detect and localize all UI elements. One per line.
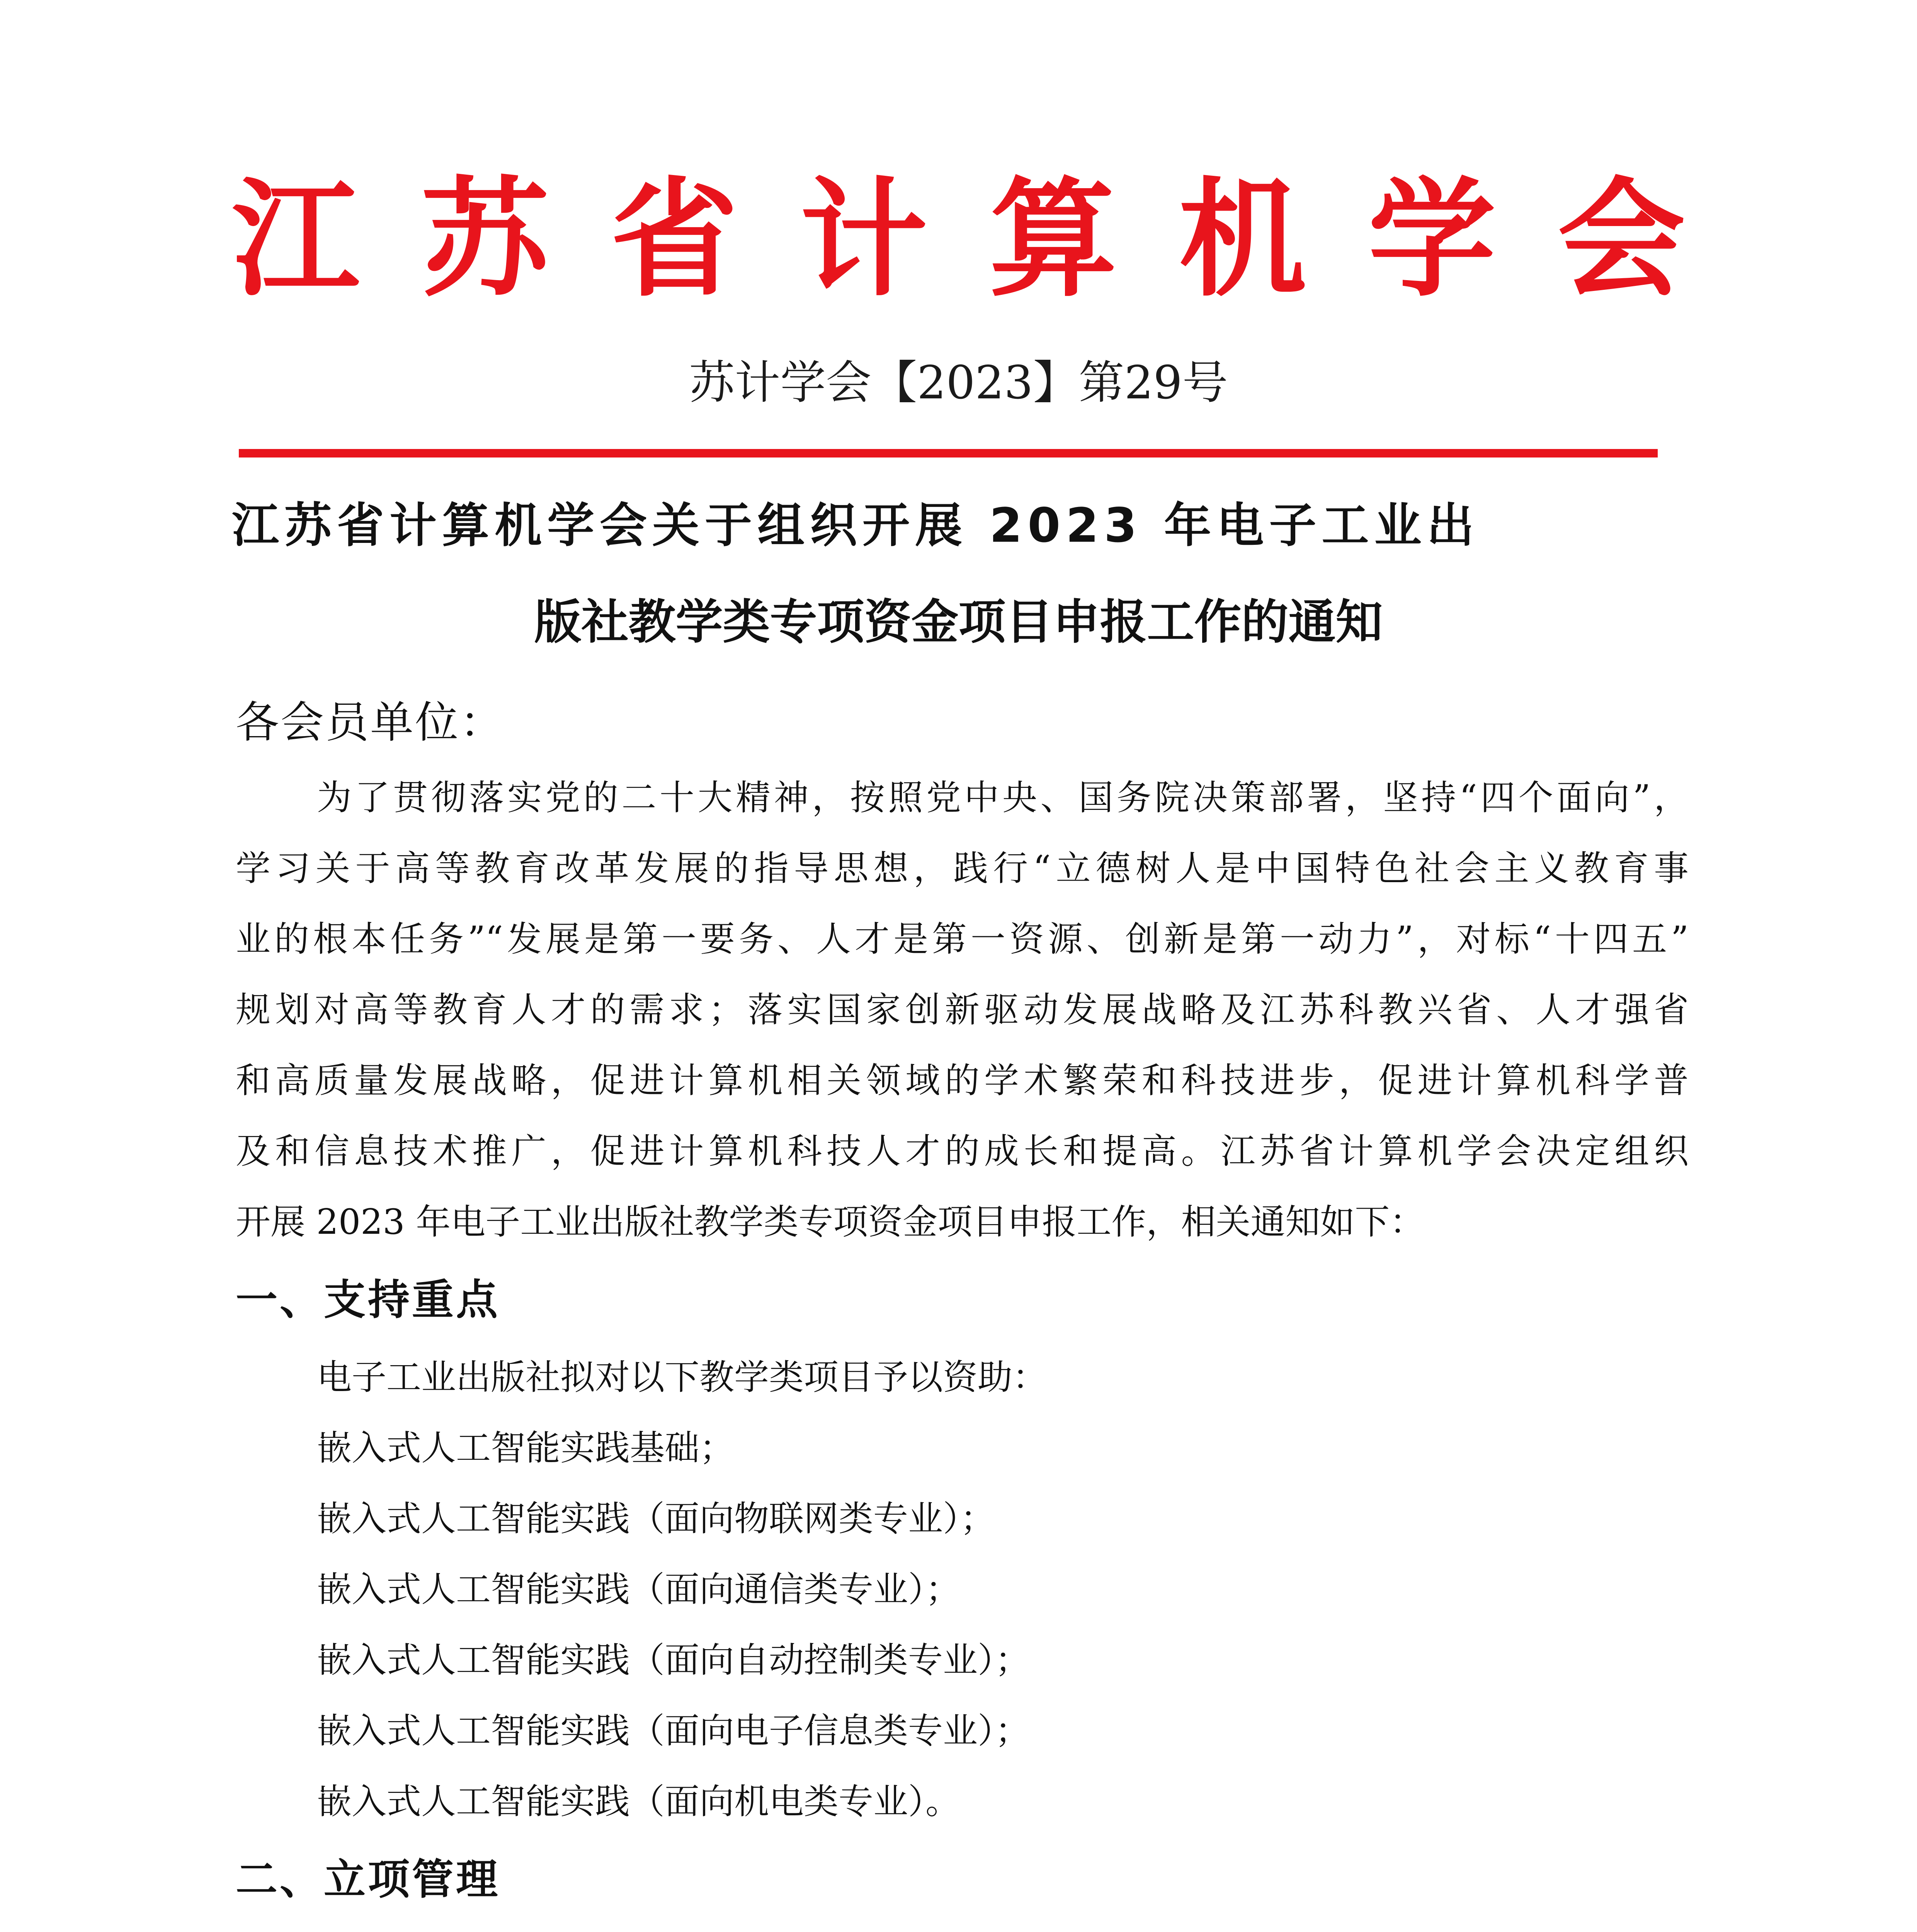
intro-paragraph-line: 学习关于高等教育改革发展的指导思想，践行“立德树人是中国特色社会主义教育事	[236, 848, 1689, 889]
letterhead-char: 会	[1557, 165, 1685, 314]
support-intro-line: 电子工业出版社拟对以下教学类项目予以资助：	[317, 1357, 1047, 1398]
intro-paragraph-line: 及和信息技术推广，促进计算机科技人才的成长和提高。江苏省计算机学会决定组织	[236, 1131, 1689, 1172]
intro-paragraph-line: 规划对高等教育人才的需求；落实国家创新驱动发展战略及江苏科教兴省、人才强省	[236, 990, 1689, 1030]
support-item: 嵌入式人工智能实践（面向电子信息类专业）；	[317, 1711, 1030, 1751]
intro-paragraph-line: 开展 2023 年电子工业出版社教学类专项资金项目申报工作，相关通知如下：	[236, 1202, 1425, 1242]
salutation: 各会员单位：	[236, 697, 505, 748]
letterhead-char: 机	[1179, 165, 1306, 314]
notice-title-line-1: 江苏省计算机学会关于组织开展 2023 年电子工业出	[232, 498, 1480, 553]
section-heading-support-focus: 一、支持重点	[236, 1276, 500, 1324]
letterhead-char: 学	[1368, 165, 1496, 314]
document-number: 苏计学会【2023】第29号	[689, 356, 1228, 409]
letterhead-char: 江	[232, 165, 359, 314]
letterhead-divider	[239, 449, 1658, 457]
support-item: 嵌入式人工智能实践（面向通信类专业）；	[317, 1569, 960, 1610]
letterhead-char: 苏	[421, 165, 549, 314]
support-item: 嵌入式人工智能实践（面向自动控制类专业）；	[317, 1640, 1030, 1680]
letterhead-char: 省	[611, 165, 738, 314]
notice-title-line-2: 版社教学类专项资金项目申报工作的通知	[534, 595, 1383, 650]
support-item: 嵌入式人工智能实践（面向物联网类专业）；	[317, 1498, 995, 1539]
support-item: 嵌入式人工智能实践基础；	[317, 1428, 734, 1468]
organization-letterhead	[232, 165, 1685, 314]
support-item: 嵌入式人工智能实践（面向机电类专业）。	[317, 1781, 960, 1822]
section-heading-project-management: 二、立项管理	[236, 1855, 500, 1904]
letterhead-char: 计	[800, 165, 928, 314]
letterhead-char: 算	[989, 165, 1117, 314]
intro-paragraph-line: 和高质量发展战略，促进计算机相关领域的学术繁荣和科技进步，促进计算机科学普	[236, 1060, 1689, 1101]
intro-paragraph-line: 业的根本任务”“发展是第一要务、人才是第一资源、创新是第一动力”，对标“十四五”	[236, 919, 1689, 959]
intro-paragraph-line: 为了贯彻落实党的二十大精神，按照党中央、国务院决策部署，坚持“四个面向”，	[317, 777, 1689, 818]
